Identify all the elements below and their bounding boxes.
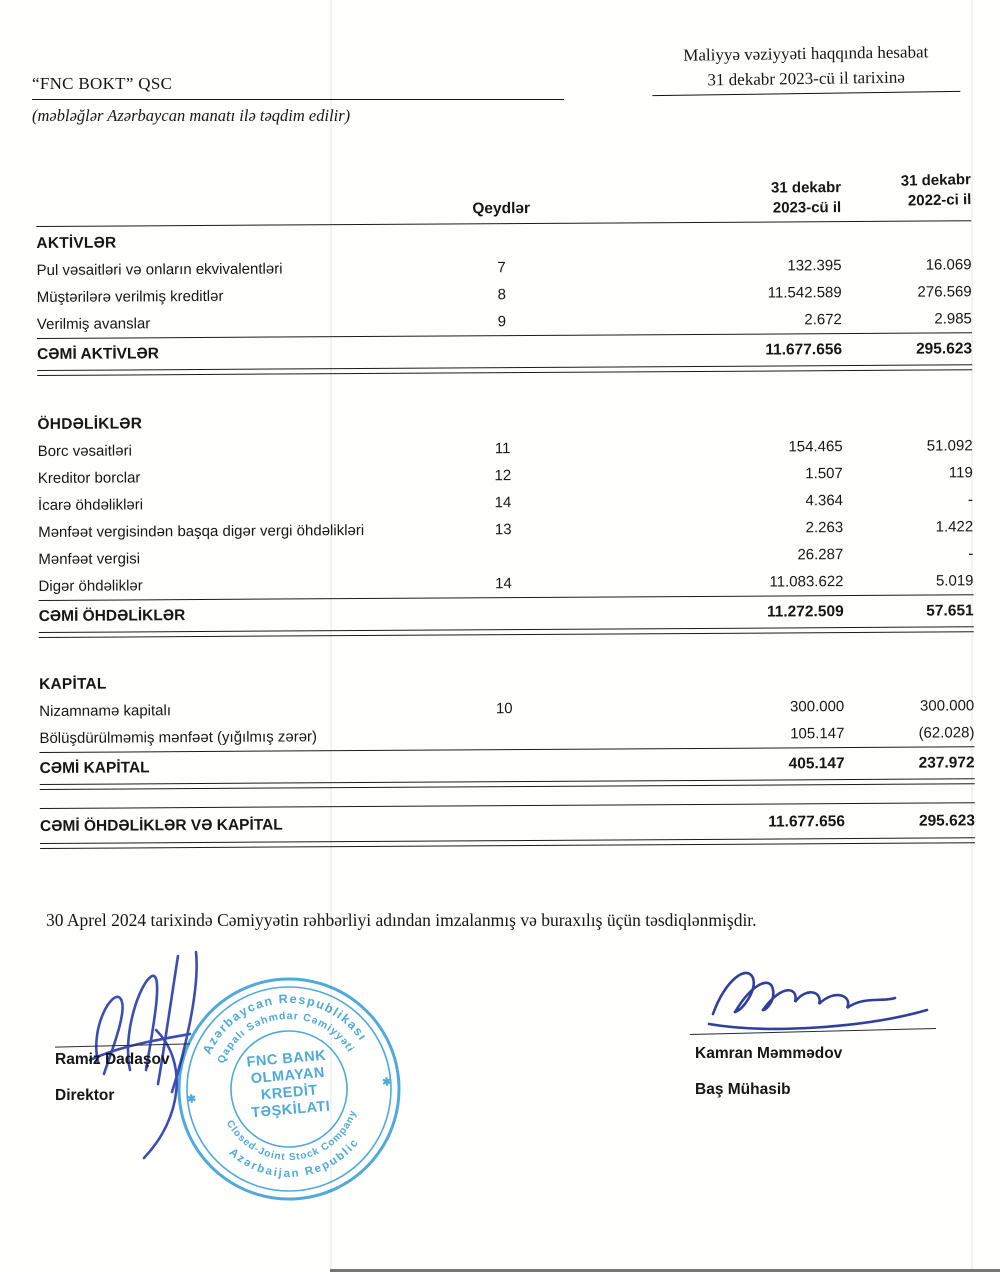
total-value-2023: 11.677.656: [765, 341, 843, 359]
approval-statement: 30 Aprel 2024 tarixində Cəmiyyətin rəhbərliyi adından imzalanmış və buraxılış üçün təsdiqlənmişdir.: [46, 910, 757, 930]
report-title-line2: [640, 64, 972, 96]
section-header-liabilities: ÖHDƏLİKLƏR: [37, 415, 143, 434]
stamp-star-left: ✱: [186, 1093, 197, 1106]
row-value-2023: 11.083.622: [769, 573, 844, 591]
chief-accountant-name: Kamran Məmmədov: [695, 1045, 843, 1062]
total-label: CƏMİ ÖHDƏLİKLƏR: [38, 607, 186, 625]
row-value-2023: 154.465: [788, 438, 843, 456]
total-row-liabilities: [39, 595, 974, 632]
stamp-ring-inner-top: Qapalı Səhmdar Cəmiyyəti: [215, 1009, 357, 1066]
grand-total-value-2023: 11.677.656: [768, 813, 846, 831]
row-note: 13: [494, 521, 512, 539]
grand-total-row: [40, 803, 975, 843]
table-row: [39, 719, 974, 752]
row-value-2022: 300.000: [919, 697, 975, 715]
column-header-2022-line2: 2022-ci il: [907, 190, 972, 210]
column-header-2023: [556, 178, 841, 219]
column-header-2022: [831, 170, 972, 212]
row-value-2023: 11.542.589: [767, 284, 842, 302]
stamp-ring-outer-bottom: Azərbaijan Republic: [226, 1135, 362, 1181]
section-header-assets: AKTİVLƏR: [36, 234, 117, 253]
row-value-2023: 2.263: [805, 519, 844, 537]
report-header: [640, 40, 973, 97]
row-label: İcarə öhdəlikləri: [37, 496, 144, 514]
total-note: [449, 598, 559, 630]
total-note: [447, 336, 557, 368]
row-note: 8: [497, 286, 506, 304]
table-row: [38, 567, 973, 600]
row-label: Nizamnamə kapitalı: [39, 702, 172, 720]
row-value-2023: 2.672: [804, 311, 842, 329]
row-label: Verilmiş avanslar: [36, 315, 151, 334]
row-value-2022: 2.985: [934, 310, 972, 328]
row-note: 14: [495, 575, 512, 593]
column-header-2022-line1: 31 dekabr: [900, 171, 972, 190]
company-name: “FNC BOKT” QSC: [32, 74, 564, 100]
total-value-2022: 57.651: [926, 602, 974, 620]
row-note: 7: [497, 259, 506, 277]
director-title: Direktor: [55, 1087, 115, 1104]
company-stamp: [160, 960, 418, 1218]
stamp-star-right: ✱: [381, 1076, 392, 1089]
row-value-2023: 26.287: [797, 546, 844, 564]
stamp-center-line2: OLMAYAN: [250, 1064, 326, 1088]
report-date-underlined: 31 dekabr 2023-cü il tarixinə: [652, 64, 960, 96]
row-note: 11: [494, 440, 511, 458]
row-label: Mənfəət vergisindən başqa digər vergi öhdəlikləri: [38, 522, 365, 541]
row-value-2022: 5.019: [935, 572, 974, 590]
currency-note: (məbləğlər Azərbaycan manatı ilə təqdim edilir): [32, 106, 351, 125]
table-row: [37, 305, 972, 338]
director-name: Ramiz Dadaşov: [55, 1051, 170, 1068]
row-note: 12: [494, 467, 512, 485]
row-value-2022: -: [968, 545, 974, 563]
total-label: CƏMİ KAPİTAL: [39, 759, 150, 777]
total-value-2023: 11.272.509: [766, 603, 844, 621]
row-label: Kreditor borclar: [37, 469, 141, 488]
column-header-notes: Qeydlər: [472, 199, 531, 218]
stamp-ring-outer-top: Azərbaycan Respublikası: [199, 991, 371, 1057]
row-label: Digər öhdəliklər: [38, 577, 143, 595]
stamp-ring-inner-bottom: Closed-Joint Stock Company: [223, 1108, 360, 1164]
chief-accountant-title: Baş Mühasib: [695, 1081, 791, 1098]
stamp-center-line1: FNC BANK: [245, 1047, 327, 1071]
section-header-equity: KAPİTAL: [39, 675, 107, 693]
balance-sheet-table: [36, 154, 975, 849]
row-value-2023: 1.507: [805, 465, 843, 483]
row-value-2023: 4.364: [805, 492, 844, 510]
total-row-assets: [37, 333, 972, 370]
row-value-2022: 276.569: [917, 283, 972, 301]
column-header-2023-line1: 31 dekabr: [770, 179, 842, 197]
row-value-2022: 51.092: [926, 437, 973, 455]
total-row-equity: [40, 747, 975, 784]
row-note: 14: [494, 494, 512, 512]
row-value-2022: (62.028): [918, 724, 975, 742]
row-value-2022: 1.422: [935, 518, 974, 536]
total-label: CƏMİ AKTİVLƏR: [37, 345, 159, 364]
row-value-2022: -: [967, 491, 974, 509]
row-value-2022: 16.069: [925, 256, 972, 274]
row-value-2023: 105.147: [790, 725, 845, 743]
row-label: Mənfəət vergisi: [38, 550, 141, 568]
stamp-center-line4: TƏŞKİLATI: [250, 1098, 331, 1122]
row-value-2023: 300.000: [789, 698, 845, 716]
grand-total-label: CƏMİ ÖHDƏLİKLƏR VƏ KAPİTAL: [39, 816, 283, 835]
report-title-line1: Maliyyə vəziyyəti haqqında hesabat: [683, 42, 929, 65]
column-header-2023-line2: 2023-cü il: [772, 198, 842, 217]
total-note: [450, 750, 560, 782]
grand-total-note: [450, 806, 560, 841]
total-value-2022: 237.972: [918, 754, 975, 772]
row-label: Pul vəsaitləri və onların ekvivalentləri: [36, 260, 283, 280]
total-value-2023: 405.147: [788, 755, 845, 773]
row-label: Bölüşdürülməmiş mənfəət (yığılmış zərər): [39, 728, 318, 747]
row-note: 9: [497, 313, 507, 331]
row-value-2022: 119: [948, 464, 973, 482]
table-column-headers: [36, 154, 971, 226]
stamp-center-line3: KREDİT: [260, 1082, 319, 1104]
row-label: Müştərilərə verilmiş kreditlər: [36, 287, 224, 307]
row-note: [449, 722, 559, 750]
row-label: Borc vəsaitləri: [37, 442, 132, 461]
row-note: [448, 543, 558, 571]
total-value-2022: 295.623: [915, 340, 973, 358]
grand-total-value-2022: 295.623: [918, 812, 976, 830]
row-note: 10: [495, 700, 513, 718]
row-value-2023: 132.395: [787, 257, 842, 275]
